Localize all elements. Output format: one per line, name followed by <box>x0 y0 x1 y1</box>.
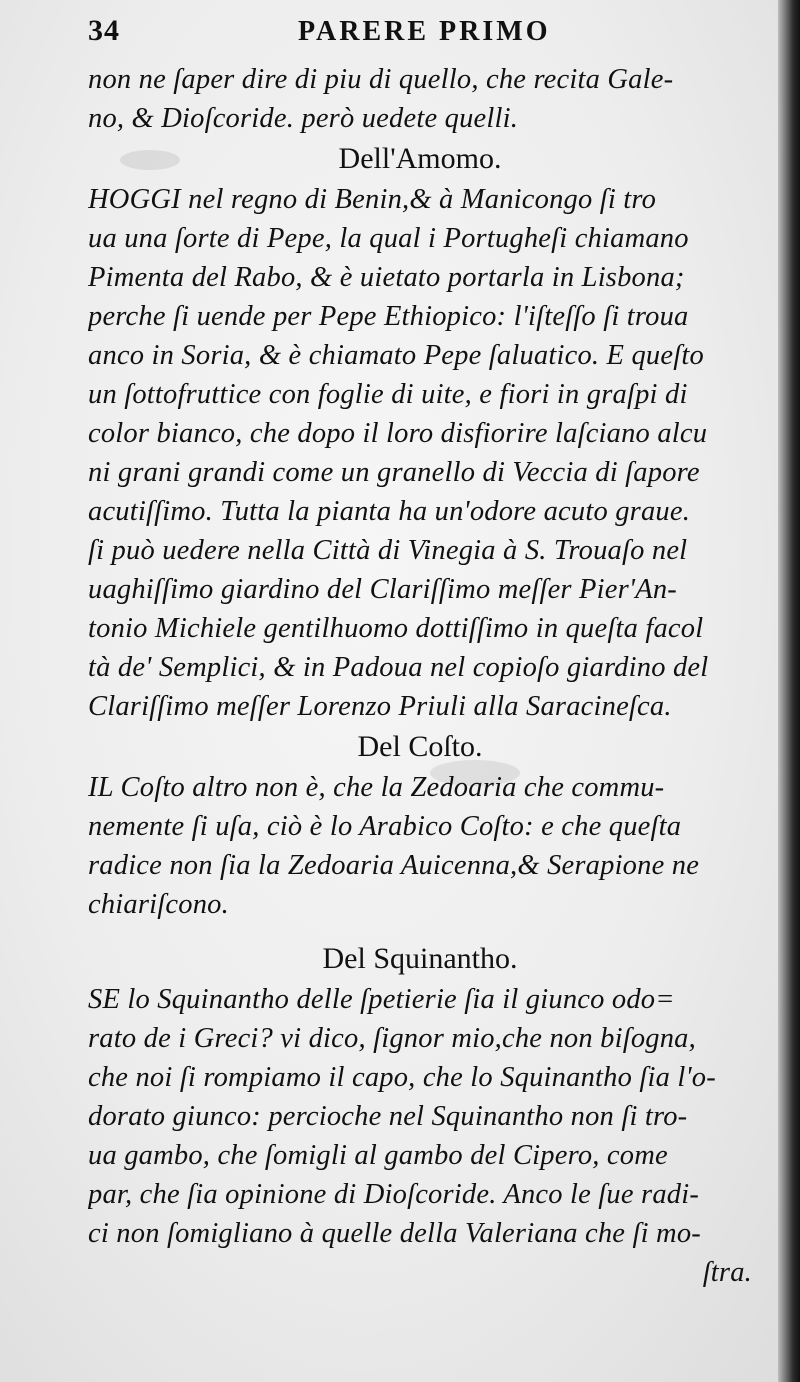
text-line: par, che ſia opinione di Dioſcoride. Anco le ſue radi- <box>88 1179 700 1210</box>
opening-paragraph <box>88 60 772 138</box>
running-head: PARERE PRIMO <box>298 16 551 47</box>
text-line: ua una ſorte di Pepe, la qual i Portugheſi chiamano <box>88 223 689 254</box>
section-heading: Dell'Amomo. <box>338 142 502 175</box>
section-amomo <box>88 138 772 726</box>
text-line: SE lo Squinantho delle ſpetierie ſia il giunco odo= <box>88 984 675 1015</box>
text-line: ſi può uedere nella Città di Vinegia à S. Trouaſo nel <box>88 535 688 566</box>
text-line: HOGGI nel regno di Benin,& à Manicongo ſi tro <box>88 184 657 215</box>
text-line: tonio Michiele gentilhuomo dottiſſimo in queſta facol <box>88 613 704 644</box>
section-costo <box>88 726 772 924</box>
text-line: ni grani grandi come un granello di Veccia di ſapore <box>88 457 700 488</box>
text-line: dorato giunco: percioche nel Squinantho non ſi tro- <box>88 1101 688 1132</box>
text-line: acutiſſimo. Tutta la pianta ha un'odore acuto graue. <box>88 496 691 527</box>
text-line: Clariſſimo meſſer Lorenzo Priuli alla Saracineſca. <box>88 691 672 722</box>
text-line: anco in Soria, & è chiamato Pepe ſaluatico. E queſto <box>88 340 704 371</box>
text-line: radice non ſia la Zedoaria Auicenna,& Serapione ne <box>88 850 700 881</box>
text-line: uaghiſſimo giardino del Clariſſimo meſſer Pier'An- <box>88 574 677 605</box>
text-line: IL Coſto altro non è, che la Zedoaria che commu- <box>88 772 665 803</box>
text-line: ci non ſomigliano à quelle della Valeriana che ſi mo- <box>88 1218 701 1249</box>
text-line: rato de i Greci? vi dico, ſignor mio,che non biſogna, <box>88 1023 696 1054</box>
text-line: un ſottofruttice con foglie di uite, e fiori in graſpi di <box>88 379 688 410</box>
page-header <box>88 14 772 60</box>
text-line: ua gambo, che ſomigli al gambo del Cipero, come <box>88 1140 668 1171</box>
text-line: non ne ſaper dire di piu di quello, che recita Gale- <box>88 64 674 95</box>
text-line: no, & Dioſcoride. però uedete quelli. <box>88 103 519 134</box>
text-line: Pimenta del Rabo, & è uietato portarla in Lisbona; <box>88 262 685 293</box>
show-through-stain <box>430 760 520 786</box>
section-heading: Del Coſto. <box>357 730 483 763</box>
section-heading: Del Squinantho. <box>322 942 518 975</box>
page-number: 34 <box>88 14 120 47</box>
text-line: tà de' Semplici, & in Padoua nel copioſo giardino del <box>88 652 709 683</box>
section-spacer <box>88 924 772 938</box>
text-line: che noi ſi rompiamo il capo, che lo Squinantho ſia l'o- <box>88 1062 716 1093</box>
text-line: color bianco, che dopo il loro disfiorire laſciano alcu <box>88 418 708 449</box>
page-edge-shadow <box>778 0 800 1382</box>
text-line: nemente ſi uſa, ciò è lo Arabico Coſto: e che queſta <box>88 811 682 842</box>
text-line: chiariſcono. <box>88 889 229 920</box>
show-through-stain <box>120 150 180 170</box>
text-line: perche ſi uende per Pepe Ethiopico: l'iſteſſo ſi troua <box>88 301 689 332</box>
section-squinantho <box>88 938 772 1253</box>
catchword: ſtra. <box>702 1257 752 1288</box>
